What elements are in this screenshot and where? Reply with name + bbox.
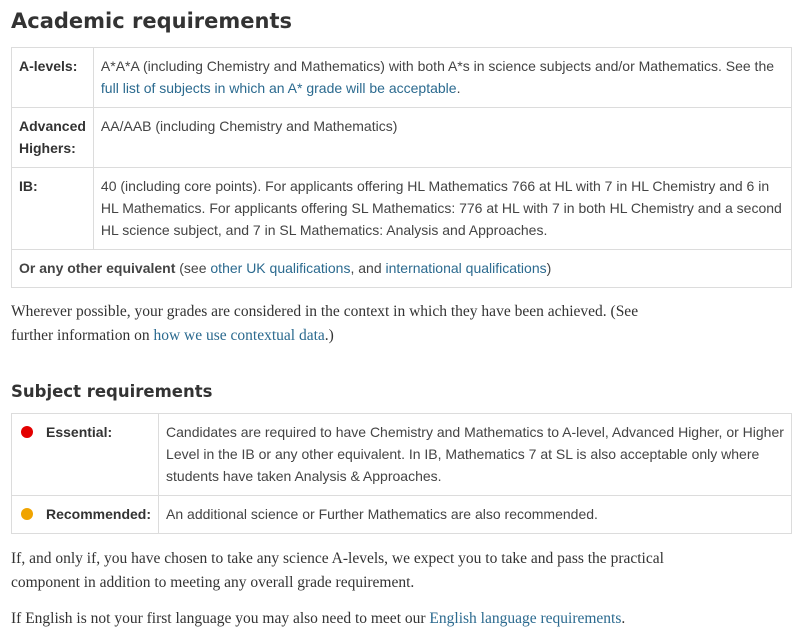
academic-requirements-table — [11, 47, 792, 288]
context-text: Wherever possible, your grades are considered in the context in which they have been achieved. (See further information on — [11, 303, 639, 344]
english-requirements-paragraph — [11, 607, 791, 631]
essential-value: Candidates are required to have Chemistry and Mathematics to A-level, Advanced Higher, or Higher Level in the IB or any other equivalent. In IB, Mathematics 7 at SL is also acceptable only where students have taken Analysis & Approaches. — [159, 414, 792, 496]
ib-label: IB: — [12, 168, 94, 250]
essential-red-dot-icon — [21, 426, 33, 438]
equivalent-row — [12, 250, 792, 288]
advanced-highers-row — [12, 108, 792, 168]
essential-row — [12, 414, 792, 496]
alevels-text: A*A*A (including Chemistry and Mathematics) with both A*s in science subjects and/or Mathematics. See the — [100, 58, 775, 74]
equivalent-text-1: (see — [175, 260, 211, 276]
english-text: If English is not your first language you may also need to meet our — [11, 610, 430, 627]
practical-component-paragraph: If, and only if, you have chosen to take any science A-levels, we expect you to take and pass the practical component in addition to meeting any overall grade requirement. — [11, 550, 664, 591]
alevels-value — [93, 48, 791, 108]
equivalent-label: Or any other equivalent — [19, 260, 176, 276]
alevels-period: . — [456, 80, 461, 96]
equivalent-text-3: ) — [546, 260, 552, 276]
academic-requirements-heading: Academic requirements — [11, 9, 292, 33]
subject-requirements-table — [11, 413, 792, 534]
english-after: . — [621, 610, 626, 627]
contextual-data-paragraph — [11, 300, 681, 348]
context-after: .) — [324, 327, 334, 344]
international-qualifications-link[interactable]: international qualifications — [385, 260, 547, 276]
ib-value: 40 (including core points). For applicants offering HL Mathematics 766 at HL with 7 in HL Chemistry and 6 in HL Mathematics. For applicants offering SL Mathematics: 776 at HL with 7 in both HL Chemistry and a second HL science subject, and 7 in SL Mathematics: Analysis and Approaches. — [93, 168, 791, 250]
subject-requirements-heading: Subject requirements — [11, 382, 213, 401]
essential-label-cell — [12, 414, 159, 496]
advanced-highers-value: AA/AAB (including Chemistry and Mathematics) — [93, 108, 791, 168]
recommended-row — [12, 496, 792, 534]
recommended-label: Recommended: — [46, 506, 152, 522]
contextual-data-link[interactable]: how we use contextual data — [153, 327, 325, 344]
english-language-requirements-link[interactable]: English language requirements — [429, 610, 622, 627]
recommended-label-cell — [12, 496, 159, 534]
recommended-value: An additional science or Further Mathematics are also recommended. — [159, 496, 792, 534]
astar-subjects-link[interactable]: full list of subjects in which an A* grade will be acceptable — [100, 80, 457, 96]
advanced-highers-label: Advanced Highers: — [12, 108, 94, 168]
equivalent-text-2: , and — [350, 260, 386, 276]
alevels-row — [12, 48, 792, 108]
essential-label: Essential: — [46, 424, 113, 440]
equivalent-cell — [12, 250, 792, 288]
other-uk-qualifications-link[interactable]: other UK qualifications — [210, 260, 351, 276]
ib-row — [12, 168, 792, 250]
recommended-amber-dot-icon — [21, 508, 33, 520]
alevels-label: A-levels: — [12, 48, 94, 108]
